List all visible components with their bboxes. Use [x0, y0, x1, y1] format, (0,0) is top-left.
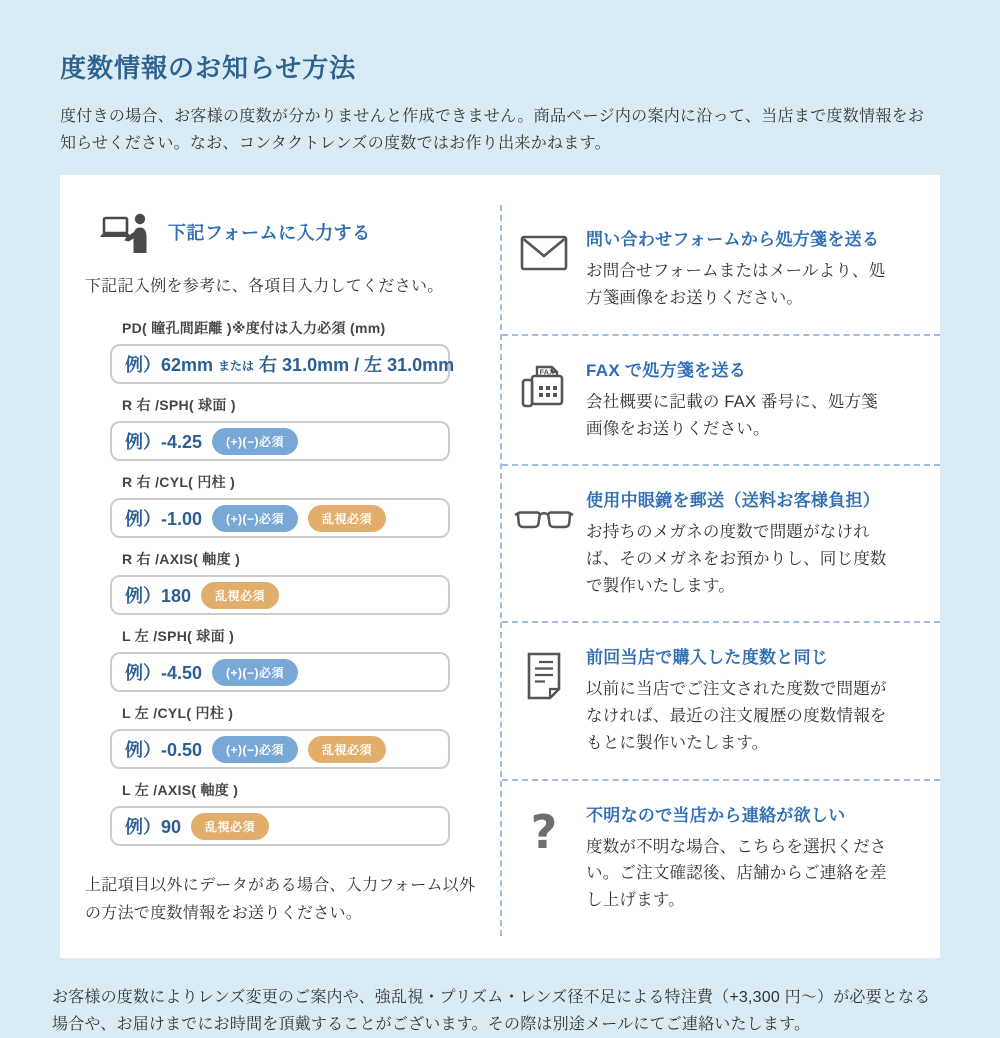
prescription-form-example — [110, 318, 480, 846]
document-icon — [502, 643, 586, 756]
field-r-sph-label: R 右 /SPH( 球面 ) — [122, 397, 236, 414]
question-icon: ? — [530, 804, 558, 859]
method-title: 問い合わせフォームから処方箋を送る — [586, 230, 880, 250]
method-text — [586, 225, 894, 311]
field-l-sph-example-box — [110, 652, 450, 692]
example-value: 例）180 — [125, 586, 192, 607]
example-value: 例）-4.25 — [125, 432, 203, 453]
example-value: 例）-1.00 — [125, 509, 203, 530]
mail-icon — [502, 225, 586, 311]
field-pd-example-box — [110, 344, 455, 384]
glasses-icon — [502, 486, 586, 599]
field-l-axis-label: L 左 /AXIS( 軸度 ) — [122, 782, 239, 799]
person-at-computer-icon — [100, 211, 152, 253]
method-body: 会社概要に記載の FAX 番号に、処方箋画像をお送りください。 — [586, 392, 878, 438]
form-note: 上記項目以外にデータがある場合、入力フォーム以外の方法で度数情報をお送りください。 — [85, 877, 476, 922]
example-value: 例）-0.50 — [125, 740, 203, 761]
field-r-cyl-label: R 右 /CYL( 円柱 ) — [122, 474, 236, 491]
field-pd-label: PD( 瞳孔間距離 )※度付は入力必須 (mm) — [122, 320, 386, 337]
method-body: お問合せフォームまたはメールより、処方箋画像をお送りください。 — [586, 262, 886, 308]
method-previous-order — [502, 621, 940, 778]
astigmatism-required-badge: 乱視必須 — [201, 582, 279, 609]
method-title: 不明なので当店から連絡が欲しい — [586, 805, 846, 825]
method-mail-glasses — [502, 464, 940, 621]
sign-required-badge: (+)(−)必須 — [212, 428, 298, 455]
method-text — [586, 643, 894, 756]
astigmatism-required-badge: 乱視必須 — [308, 736, 386, 763]
method-title: 使用中眼鏡を郵送（送料お客様負担） — [586, 491, 881, 511]
astigmatism-required-badge: 乱視必須 — [191, 813, 269, 840]
method-body: お持ちのメガネの度数で問題がなければ、そのメガネをお預かりし、同じ度数で製作いたします。 — [586, 523, 887, 595]
method-contact-me — [502, 779, 940, 936]
form-intro: 下記記入例を参考に、各項目入力してください。 — [85, 278, 444, 296]
page-description: 度付きの場合、お客様の度数が分かりませんと作成できません。商品ページ内の案内に沿って、当店まで度数情報をお知らせください。なお、コンタクトレンズの度数ではお作り出来かねます。 — [60, 108, 925, 153]
sign-required-badge: (+)(−)必須 — [212, 736, 298, 763]
field-l-cyl-label: L 左 /CYL( 円柱 ) — [122, 705, 234, 722]
method-contact-form — [502, 205, 940, 333]
field-l-axis-example-box — [110, 806, 450, 846]
example-value: 例）90 — [125, 817, 182, 838]
page-title: 度数情報のお知らせ方法 — [60, 53, 357, 83]
field-l-cyl-example-box — [110, 729, 450, 769]
example-value: 例）-4.50 — [125, 663, 203, 684]
method-body: 以前に当店でご注文された度数で問題がなければ、最近の注文履歴の度数情報をもとに製作いたします。 — [586, 680, 887, 752]
svg-text:FAX: FAX — [539, 367, 555, 377]
example-value: 例）62mm — [125, 355, 214, 376]
form-heading-row — [100, 211, 480, 253]
footer-notice: お客様の度数によりレンズ変更のご案内や、強乱視・プリズム・レンズ径不足による特注費（+3,300 円〜）が必要となる場合や、お届けまでにお時間を頂戴することがございます。その際は別途メールにてご連絡いたします。 — [52, 988, 931, 1033]
method-text — [586, 801, 894, 914]
field-r-axis-label: R 右 /AXIS( 軸度 ) — [122, 551, 241, 568]
alternative-methods-column — [500, 205, 940, 935]
fax-icon — [502, 356, 586, 442]
example-extra: 右 31.0mm / 左 31.0mm — [259, 355, 455, 376]
sign-required-badge: (+)(−)必須 — [212, 659, 298, 686]
method-body: 度数が不明な場合、こちらを選択ください。ご注文確認後、店舗からご連絡を差し上げます。 — [586, 837, 887, 909]
method-title: 前回当店で購入した度数と同じ — [586, 648, 829, 668]
form-heading: 下記フォームに入力する — [168, 223, 371, 244]
field-r-sph-example-box — [110, 421, 450, 461]
form-column — [60, 175, 500, 957]
sign-required-badge: (+)(−)必須 — [212, 505, 298, 532]
astigmatism-required-badge: 乱視必須 — [308, 505, 386, 532]
field-l-sph-label: L 左 /SPH( 球面 ) — [122, 628, 235, 645]
methods-panel — [60, 175, 940, 957]
field-r-cyl-example-box — [110, 498, 450, 538]
method-fax — [502, 334, 940, 464]
method-title: FAX で処方箋を送る — [586, 360, 747, 380]
example-connector: または — [218, 359, 255, 374]
method-text — [586, 356, 894, 442]
method-text — [586, 486, 894, 599]
field-r-axis-example-box — [110, 575, 450, 615]
